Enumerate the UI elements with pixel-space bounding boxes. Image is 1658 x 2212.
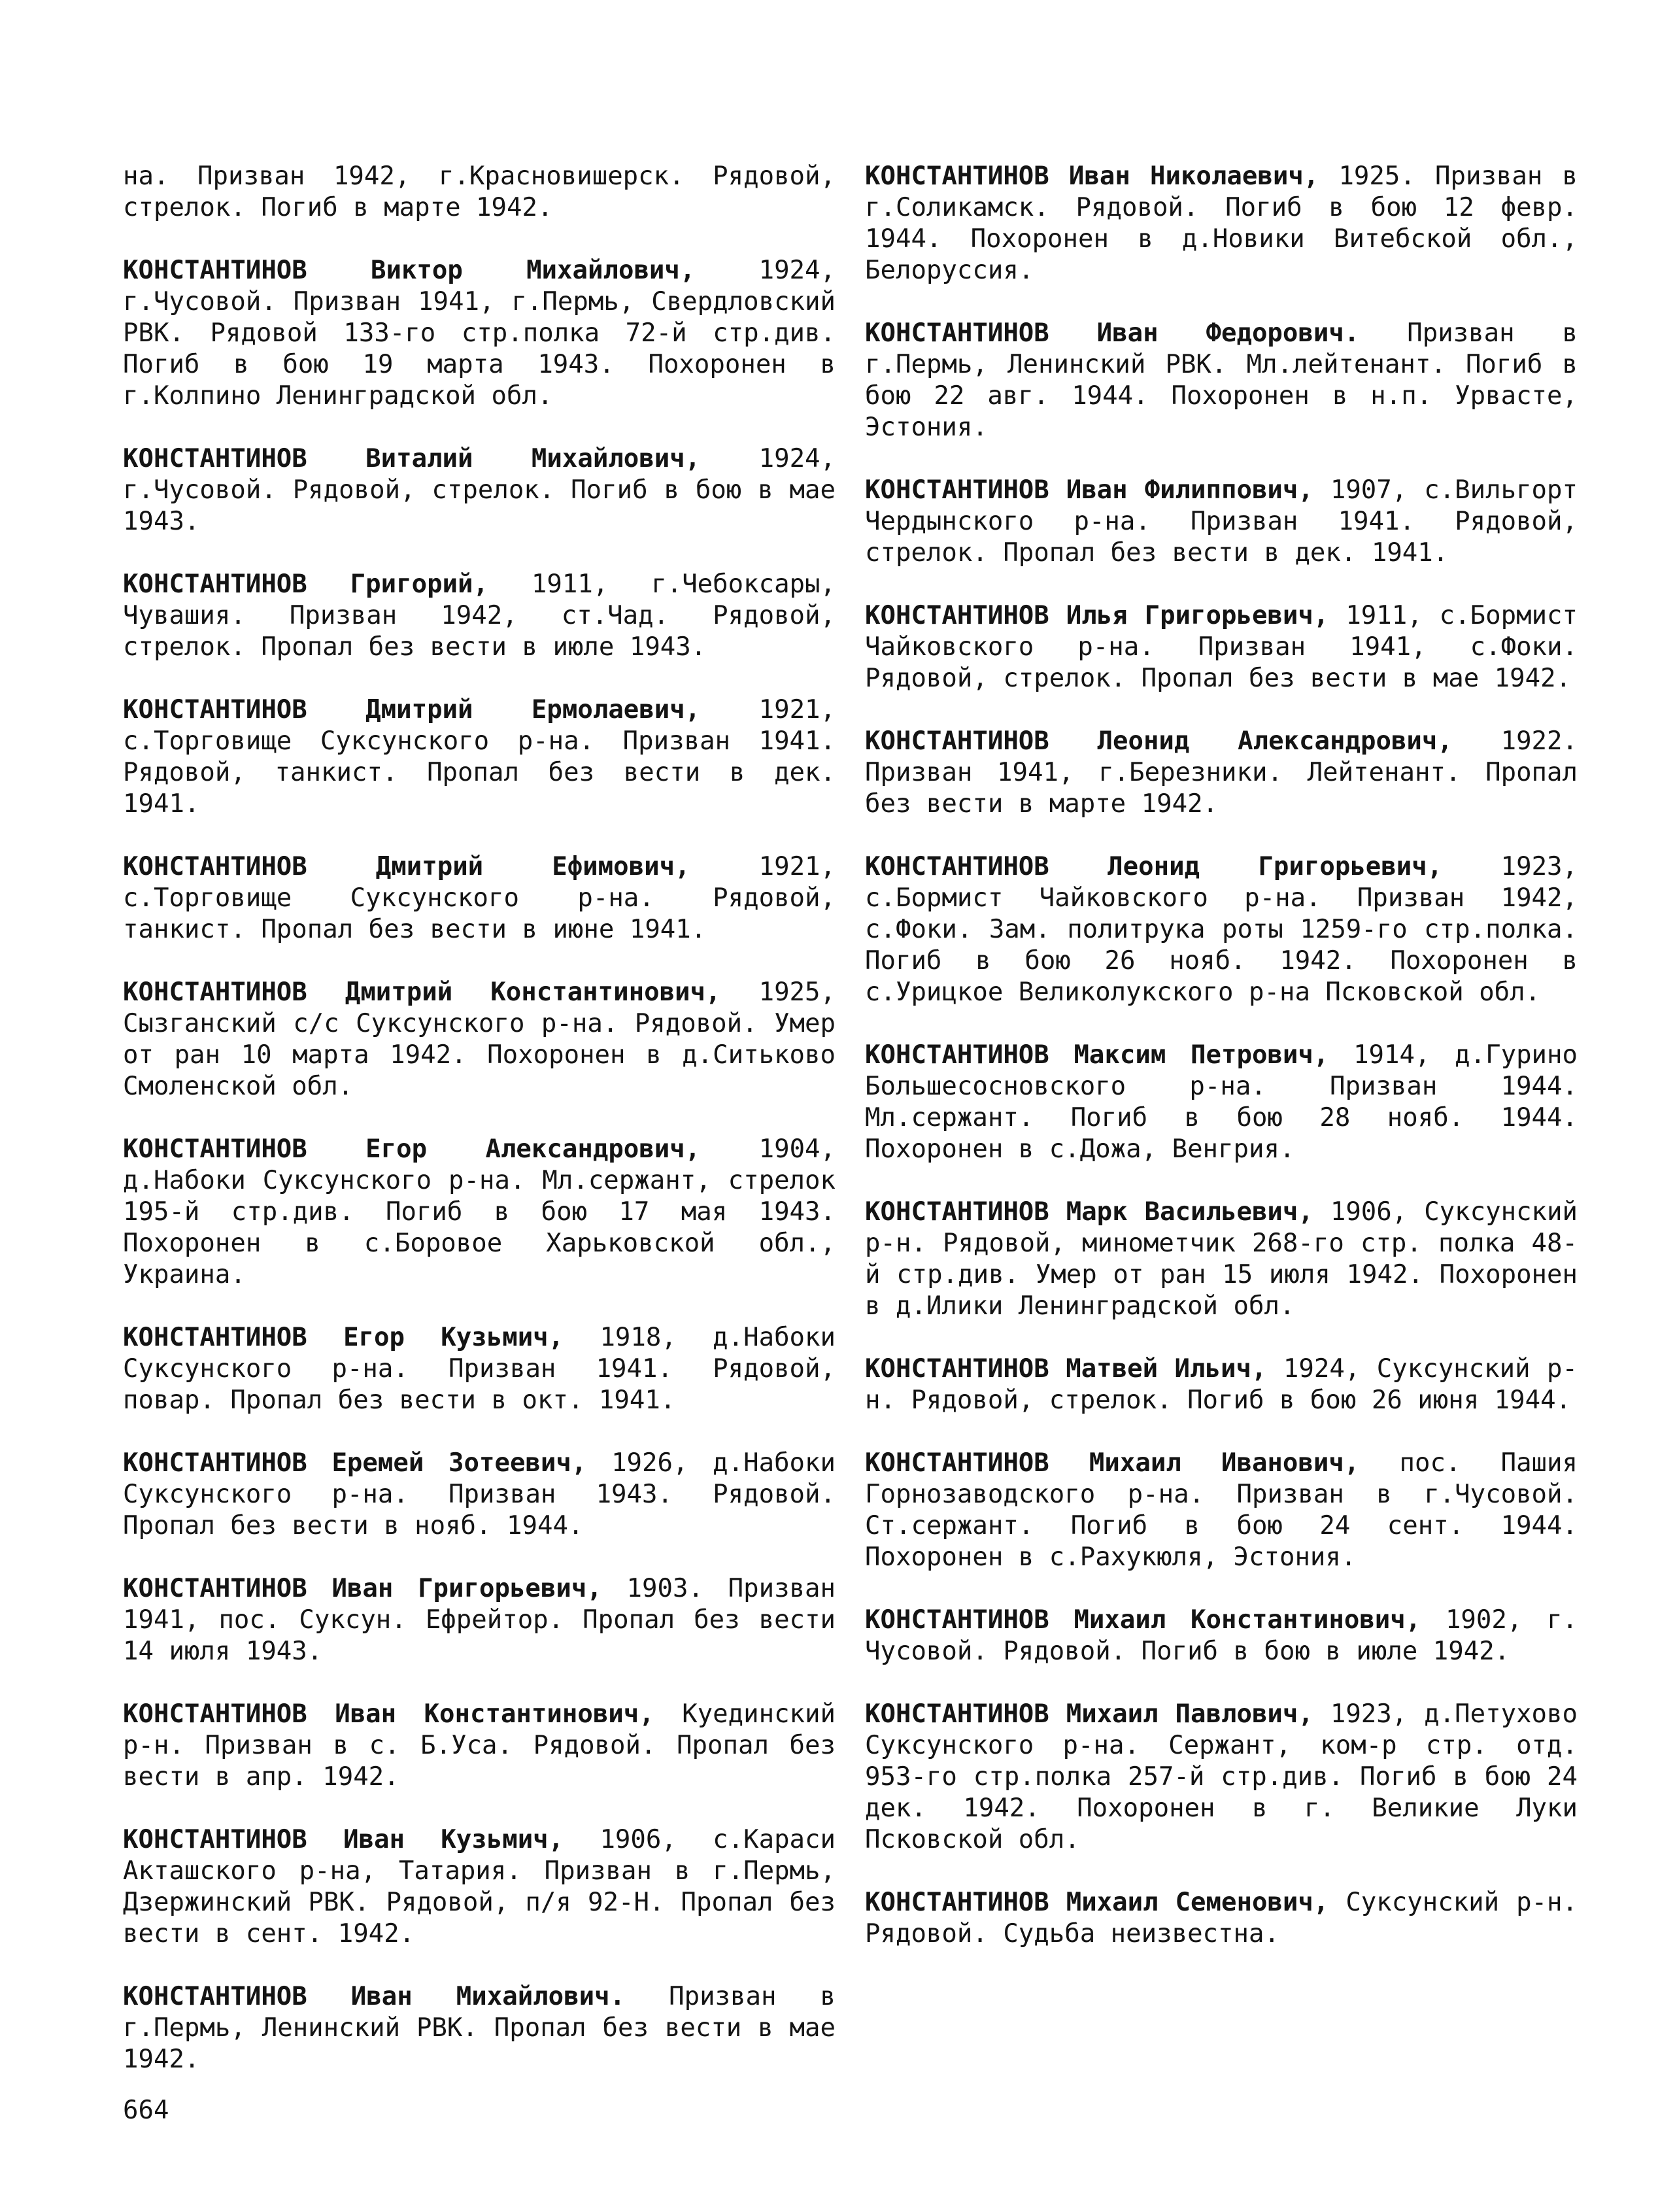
entry-text: 1903. Призван 1941, пос. Суксун. Ефрейтор. Пропал без вести 14 июля 1943.	[123, 1574, 836, 1666]
biography-entry	[123, 1981, 836, 2075]
entry-text: 1906, Суксунский р-н. Рядовой, минометчик 268-го стр. полка 48-й стр.див. Умер от ран 15 июля 1942. Похоронен в д.Илики Ленинградской обл.	[865, 1197, 1578, 1321]
biography-entry	[865, 318, 1578, 443]
biography-entry	[123, 1322, 836, 1416]
biography-entry	[123, 1699, 836, 1793]
entry-text: 1911, с.Бормист Чайковского р-на. Призван 1941, с.Фоки. Рядовой, стрелок. Пропал без вести в мае 1942.	[865, 601, 1578, 693]
biography-entry	[865, 1448, 1578, 1573]
entry-name: КОНСТАНТИНОВ Иван Григорьевич,	[123, 1574, 602, 1603]
biography-entry	[865, 475, 1578, 569]
entry-name: КОНСТАНТИНОВ Леонид Александрович,	[865, 726, 1453, 756]
page-number: 664	[123, 2096, 169, 2125]
entry-name: КОНСТАНТИНОВ Иван Федорович.	[865, 318, 1360, 348]
entry-name: КОНСТАНТИНОВ Максим Петрович,	[865, 1040, 1329, 1070]
entry-text: 1923, д.Петухово Суксунского р-на. Сержант, ком-р стр. отд. 953-го стр.полка 257-й стр.див. Погиб в бою 24 дек. 1942. Похоронен в г. Великие Луки Псковской обл.	[865, 1699, 1578, 1854]
entry-name: КОНСТАНТИНОВ Матвей Ильич,	[865, 1354, 1267, 1384]
entry-text: 1904, д.Набоки Суксунского р-на. Мл.сержант, стрелок 195-й стр.див. Погиб в бою 17 мая 1943. Похоронен в с.Боровое Харьковской обл., Украина.	[123, 1134, 836, 1289]
biography-entry	[865, 600, 1578, 694]
entry-text: 1906, с.Караси Акташского р-на, Татария. Призван в г.Пермь, Дзержинский РВК. Рядовой, п/я 92-Н. Пропал без вести в сент. 1942.	[123, 1825, 836, 1948]
entry-name: КОНСТАНТИНОВ Иван Михайлович.	[123, 1982, 626, 2011]
entry-name: КОНСТАНТИНОВ Иван Николаевич,	[865, 162, 1319, 191]
biography-entry	[123, 694, 836, 820]
entry-text: 1922. Призван 1941, г.Березники. Лейтенант. Пропал без вести в марте 1942.	[865, 726, 1578, 819]
biography-entry	[865, 161, 1578, 286]
entry-name: КОНСТАНТИНОВ Егор Александрович,	[123, 1134, 701, 1164]
entry-name: КОНСТАНТИНОВ Михаил Константинович,	[865, 1605, 1421, 1635]
biography-entry	[123, 255, 836, 412]
entry-name: КОНСТАНТИНОВ Михаил Павлович,	[865, 1699, 1313, 1729]
biography-entry	[865, 851, 1578, 1008]
entry-name: КОНСТАНТИНОВ Марк Васильевич,	[865, 1197, 1313, 1227]
biography-entry	[865, 1040, 1578, 1165]
entry-text: 1925. Призван в г.Соликамск. Рядовой. Погиб в бою 12 февр. 1944. Похоронен в д.Новики Витебской обл., Белоруссия.	[865, 162, 1578, 285]
biography-entry	[123, 1824, 836, 1950]
entry-name: КОНСТАНТИНОВ Виталий Михайлович,	[123, 444, 701, 473]
entry-name: КОНСТАНТИНОВ Иван Филиппович,	[865, 475, 1313, 505]
entry-text: 1921, с.Торговище Суксунского р-на. Призван 1941. Рядовой, танкист. Пропал без вести в дек. 1941.	[123, 695, 836, 819]
entry-text: Суксунский р-н. Рядовой. Судьба неизвестна.	[865, 1888, 1578, 1948]
entry-name: КОНСТАНТИНОВ Илья Григорьевич,	[865, 601, 1329, 630]
biography-entry	[865, 1699, 1578, 1856]
entry-text: 1924, Суксунский р-н. Рядовой, стрелок. Погиб в бою 26 июня 1944.	[865, 1354, 1578, 1415]
biography-entry	[123, 161, 836, 224]
entry-text: 1925, Сызганский с/с Суксунского р-на. Рядовой. Умер от ран 10 марта 1942. Похоронен в д.Ситьково Смоленской обл.	[123, 978, 836, 1101]
entry-name: КОНСТАНТИНОВ Иван Кузьмич,	[123, 1825, 564, 1854]
entry-name: КОНСТАНТИНОВ Михаил Семенович,	[865, 1888, 1329, 1917]
biography-entry	[123, 1573, 836, 1667]
entry-name: КОНСТАНТИНОВ Дмитрий Константинович,	[123, 978, 721, 1007]
entry-name: КОНСТАНТИНОВ Михаил Иванович,	[865, 1448, 1360, 1478]
biography-entry	[865, 1353, 1578, 1416]
entry-text: 1923, с.Бормист Чайковского р-на. Призван 1942, с.Фоки. Зам. политрука роты 1259-го стр.полка. Погиб в бою 26 нояб. 1942. Похоронен в с.Урицкое Великолукского р-на Псковской обл.	[865, 852, 1578, 1007]
entry-name: КОНСТАНТИНОВ Иван Константинович,	[123, 1699, 654, 1729]
entry-text: 1921, с.Торговище Суксунского р-на. Рядовой, танкист. Пропал без вести в июне 1941.	[123, 852, 836, 944]
biography-entry	[865, 726, 1578, 820]
biography-entry	[123, 851, 836, 945]
entry-name: КОНСТАНТИНОВ Егор Кузьмич,	[123, 1323, 564, 1352]
entry-text: пос. Пашия Горнозаводского р-на. Призван в г.Чусовой. Ст.сержант. Погиб в бою 24 сент. 1944. Похоронен в с.Рахукюля, Эстония.	[865, 1448, 1578, 1572]
entry-text: 1924, г.Чусовой. Рядовой, стрелок. Погиб в бою в мае 1943.	[123, 444, 836, 536]
biography-entry	[865, 1197, 1578, 1322]
biography-entry	[123, 1448, 836, 1542]
entry-name: КОНСТАНТИНОВ Леонид Григорьевич,	[865, 852, 1443, 881]
biography-entry	[865, 1605, 1578, 1667]
entry-text: Призван в г.Пермь, Ленинский РВК. Мл.лейтенант. Погиб в бою 22 авг. 1944. Похоронен в н.п. Урвасте, Эстония.	[865, 318, 1578, 442]
entry-text: 1907, с.Вильгорт Чердынского р-на. Призван 1941. Рядовой, стрелок. Пропал без вести в дек. 1941.	[865, 475, 1578, 568]
entry-name: КОНСТАНТИНОВ Дмитрий Ефимович,	[123, 852, 690, 881]
biography-entry	[865, 1887, 1578, 1950]
entry-text: 1918, д.Набоки Суксунского р-на. Призван 1941. Рядовой, повар. Пропал без вести в окт. 1941.	[123, 1323, 836, 1415]
biography-entry	[123, 443, 836, 537]
entry-name: КОНСТАНТИНОВ Виктор Михайлович,	[123, 256, 696, 285]
entry-text: 1911, г.Чебоксары, Чувашия. Призван 1942, ст.Чад. Рядовой, стрелок. Пропал без вести в июле 1943.	[123, 570, 836, 662]
entry-text: 1914, д.Гурино Большесосновского р-на. Призван 1944. Мл.сержант. Погиб в бою 28 нояб. 1944. Похоронен в с.Дожа, Венгрия.	[865, 1040, 1578, 1164]
biography-entry	[123, 977, 836, 1102]
biography-entry	[123, 1134, 836, 1291]
entry-text: на. Призван 1942, г.Красновишерск. Рядовой, стрелок. Погиб в марте 1942.	[123, 162, 836, 222]
right-column	[865, 161, 1578, 1981]
entry-text: 1924, г.Чусовой. Призван 1941, г.Пермь, Свердловский РВК. Рядовой 133-го стр.полка 72-й стр.див. Погиб в бою 19 марта 1943. Похоронен в г.Колпино Ленинградской обл.	[123, 256, 836, 411]
left-column	[123, 161, 836, 2107]
entry-name: КОНСТАНТИНОВ Дмитрий Ермолаевич,	[123, 695, 701, 724]
entry-text: 1902, г. Чусовой. Рядовой. Погиб в бою в июле 1942.	[865, 1605, 1578, 1666]
biography-entry	[123, 569, 836, 663]
entry-name: КОНСТАНТИНОВ Еремей Зотеевич,	[123, 1448, 587, 1478]
entry-text: 1926, д.Набоки Суксунского р-на. Призван 1943. Рядовой. Пропал без вести в нояб. 1944.	[123, 1448, 836, 1540]
entry-text: Куединский р-н. Призван в с. Б.Уса. Рядовой. Пропал без вести в апр. 1942.	[123, 1699, 836, 1792]
entry-name: КОНСТАНТИНОВ Григорий,	[123, 570, 488, 599]
entry-text: Призван в г.Пермь, Ленинский РВК. Пропал без вести в мае 1942.	[123, 1982, 836, 2074]
